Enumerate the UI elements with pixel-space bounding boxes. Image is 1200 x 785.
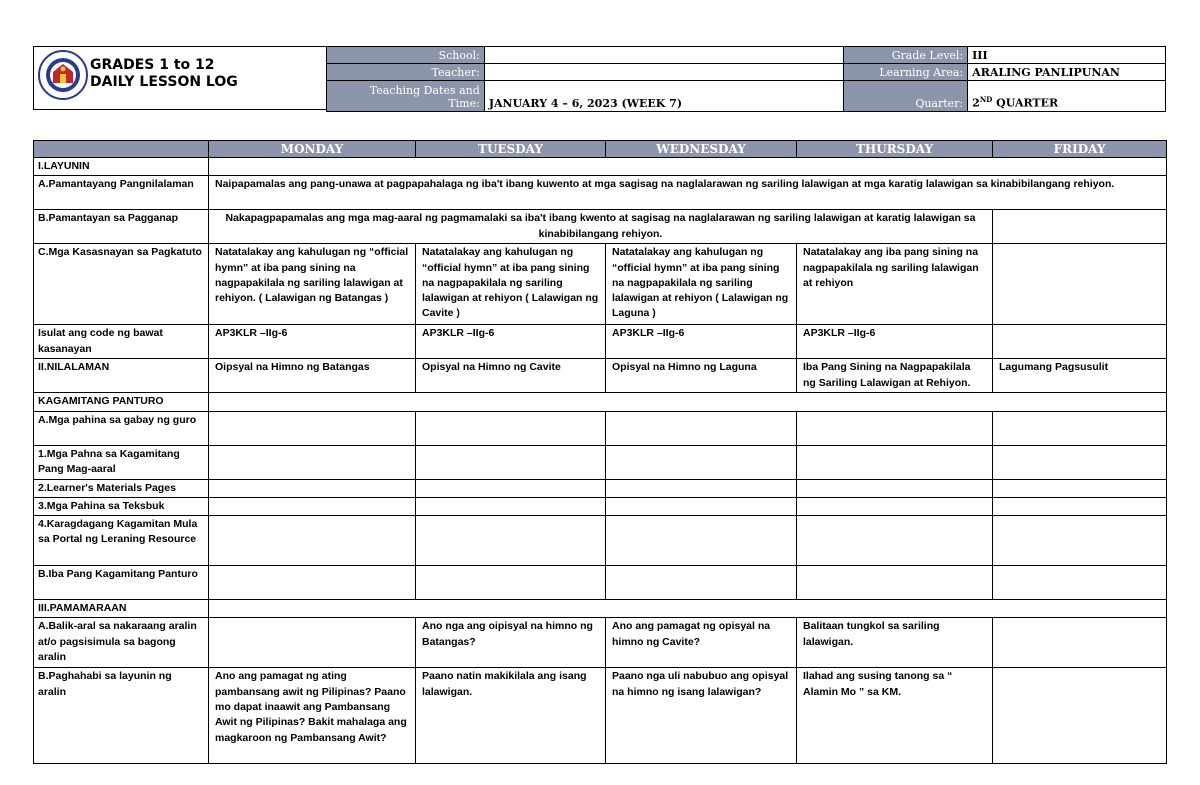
table-row — [34, 244, 1167, 325]
pamantayan-sa-pagganap-text[interactable]: Nakapagpapamalas ang mga mag-aaral ng pagmamalaki sa iba't ibang kwento at sagisag na naglalarawan ng sariling lalawigan at karatig lalawigan sa kinabibilangang rehiyon. — [209, 210, 993, 244]
row-label-iba-pang-kagamitan: B.Iba Pang Kagamitang Panturo — [34, 566, 209, 600]
code-tuesday[interactable]: AP3KLR –IIg-6 — [416, 325, 606, 359]
karagdagan-friday[interactable] — [993, 516, 1167, 566]
balik-thursday[interactable]: Balitaan tungkol sa sariling lalawigan. — [797, 618, 993, 668]
row-label-gabay-ng-guro: A.Mga pahina sa gabay ng guro — [34, 411, 209, 445]
quarter-number: 2 — [972, 97, 980, 110]
teacher-field[interactable] — [484, 64, 843, 81]
form-title-line2: DAILY LESSON LOG — [90, 74, 238, 90]
table-row — [34, 497, 1167, 515]
row-label-pamantayan-sa-pagganap: B.Pamantayan sa Pagganap — [34, 210, 209, 244]
kagamitang-panturo-cell[interactable] — [209, 393, 1167, 411]
teksbuk-monday[interactable] — [209, 497, 416, 515]
paghahabi-tuesday[interactable]: Paano natin makikilala ang isang lalawigan. — [416, 668, 606, 764]
iba-thursday[interactable] — [797, 566, 993, 600]
nilalaman-tuesday[interactable]: Opisyal na Himno ng Cavite — [416, 359, 606, 393]
table-row — [34, 668, 1167, 764]
quarter-field[interactable] — [968, 81, 1166, 112]
karagdagan-monday[interactable] — [209, 516, 416, 566]
table-row — [34, 618, 1167, 668]
teksbuk-tuesday[interactable] — [416, 497, 606, 515]
row-label-kasanayan: C.Mga Kasasnayan sa Pagkatuto — [34, 244, 209, 325]
table-row — [34, 210, 1167, 244]
learners-friday[interactable] — [993, 479, 1167, 497]
grade-level-label: Grade Level: — [844, 47, 968, 64]
code-wednesday[interactable]: AP3KLR –IIg-6 — [606, 325, 797, 359]
code-friday[interactable] — [993, 325, 1167, 359]
deped-seal-icon — [38, 50, 88, 100]
table-row — [34, 479, 1167, 497]
teaching-dates-field[interactable]: JANUARY 4 – 6, 2023 (WEEK 7) — [484, 81, 843, 112]
paghahabi-wednesday[interactable]: Paano nga uli nabubuo ang opisyal na himno ng isang lalawigan? — [606, 668, 797, 764]
pamantayang-pangnilalaman-text[interactable]: Naipapamalas ang pang-unawa at pagpapahalaga ng iba't ibang kuwento at mga sagisag na naglalarawan ng sariling lalawigan at mga karatig lalawigan sa kinabibilangang rehiyon. — [209, 176, 1167, 210]
gabay-wednesday[interactable] — [606, 411, 797, 445]
teksbuk-thursday[interactable] — [797, 497, 993, 515]
teksbuk-friday[interactable] — [993, 497, 1167, 515]
balik-wednesday[interactable]: Ano ang pamagat ng opisyal na himno ng Cavite? — [606, 618, 797, 668]
row-label-paghahabi: B.Paghahabi sa layunin ng aralin — [34, 668, 209, 764]
learners-tuesday[interactable] — [416, 479, 606, 497]
learning-area-field[interactable]: ARALING PANLIPUNAN — [968, 64, 1166, 81]
teaching-dates-label-line2: Time: — [448, 97, 480, 110]
balik-tuesday[interactable]: Ano nga ang oipisyal na himno ng Batangas? — [416, 618, 606, 668]
row-label-pamantayang-pangnilalaman: A.Pamantayang Pangnilalaman — [34, 176, 209, 210]
teksbuk-wednesday[interactable] — [606, 497, 797, 515]
table-row — [34, 516, 1167, 566]
table-row — [34, 393, 1167, 411]
pamamaraan-cell[interactable] — [209, 600, 1167, 618]
row-label-karagdagang-kagamitan: 4.Karagdagang Kagamitan Mula sa Portal ng Leraning Resource — [34, 516, 209, 566]
kasanayan-friday[interactable] — [993, 244, 1167, 325]
quarter-label: Quarter: — [844, 81, 968, 112]
teacher-label: Teacher: — [327, 64, 485, 81]
gabay-friday[interactable] — [993, 411, 1167, 445]
mag-aaral-friday[interactable] — [993, 445, 1167, 479]
gabay-monday[interactable] — [209, 411, 416, 445]
code-thursday[interactable]: AP3KLR –IIg-6 — [797, 325, 993, 359]
school-field[interactable] — [484, 47, 843, 64]
teaching-dates-label — [327, 81, 485, 112]
iba-monday[interactable] — [209, 566, 416, 600]
corner-cell — [34, 141, 209, 158]
gabay-thursday[interactable] — [797, 411, 993, 445]
day-header-wednesday: WEDNESDAY — [606, 141, 797, 158]
quarter-suffix: ND — [979, 95, 993, 105]
learners-monday[interactable] — [209, 479, 416, 497]
kasanayan-monday[interactable]: Natatalakay ang kahulugan ng “official hymn” at iba pang sining na nagpapakilala ng sariling lalawigan at rehiyon. ( Lalawigan ng Batangas ) — [209, 244, 416, 325]
learners-wednesday[interactable] — [606, 479, 797, 497]
nilalaman-monday[interactable]: Oipsyal na Himno ng Batangas — [209, 359, 416, 393]
row-label-kagamitang-mag-aaral: 1.Mga Pahna sa Kagamitang Pang Mag-aaral — [34, 445, 209, 479]
form-title-line1: GRADES 1 to 12 — [90, 57, 215, 73]
kasanayan-tuesday[interactable]: Natatalakay ang kahulugan ng “official hymn” at iba pang sining na nagpapakilala ng sariling lalawigan at rehiyon ( Lalawigan ng Cavite ) — [416, 244, 606, 325]
table-row — [34, 566, 1167, 600]
row-label-balik-aral: A.Balik-aral sa nakaraang aralin at/o pagsisimula sa bagong aralin — [34, 618, 209, 668]
balik-friday[interactable] — [993, 618, 1167, 668]
mag-aaral-wednesday[interactable] — [606, 445, 797, 479]
pagganap-friday-cell[interactable] — [993, 210, 1167, 244]
day-header-tuesday: TUESDAY — [416, 141, 606, 158]
nilalaman-wednesday[interactable]: Opisyal na Himno ng Laguna — [606, 359, 797, 393]
school-label: School: — [327, 47, 485, 64]
row-label-pamamaraan: III.PAMAMARAAN — [34, 600, 209, 618]
row-label-layunin: I.LAYUNIN — [34, 158, 209, 176]
teaching-dates-label-line1: Teaching Dates and — [369, 84, 480, 97]
iba-wednesday[interactable] — [606, 566, 797, 600]
row-label-kagamitang-panturo: KAGAMITANG PANTURO — [34, 393, 209, 411]
row-label-learners-materials: 2.Learner's Materials Pages — [34, 479, 209, 497]
day-header-friday: FRIDAY — [993, 141, 1167, 158]
table-row — [34, 445, 1167, 479]
learners-thursday[interactable] — [797, 479, 993, 497]
table-row — [34, 600, 1167, 618]
mag-aaral-thursday[interactable] — [797, 445, 993, 479]
paghahabi-thursday[interactable]: Ilahad ang susing tanong sa “ Alamin Mo ” sa KM. — [797, 668, 993, 764]
table-row — [34, 176, 1167, 210]
mag-aaral-tuesday[interactable] — [416, 445, 606, 479]
balik-monday[interactable] — [209, 618, 416, 668]
iba-friday[interactable] — [993, 566, 1167, 600]
days-header-row — [34, 141, 1167, 158]
code-monday[interactable]: AP3KLR –IIg-6 — [209, 325, 416, 359]
table-row — [34, 359, 1167, 393]
quarter-text: QUARTER — [992, 97, 1059, 110]
iba-tuesday[interactable] — [416, 566, 606, 600]
table-row — [34, 158, 1167, 176]
row-label-nilalaman: II.NILALAMAN — [34, 359, 209, 393]
nilalaman-thursday[interactable]: Iba Pang Sining na Nagpapakilala ng Sariling Lalawigan at Rehiyon. — [797, 359, 993, 393]
grade-level-field[interactable]: III — [968, 47, 1166, 64]
mag-aaral-monday[interactable] — [209, 445, 416, 479]
row-label-teksbuk: 3.Mga Pahina sa Teksbuk — [34, 497, 209, 515]
header-info-table — [326, 46, 1166, 112]
paghahabi-monday[interactable]: Ano ang pamagat ng ating pambansang awit ng Pilipinas? Paano mo dapat inaawit ang Pambansang Awit ng Pilipinas? Bakit mahalaga ang magkaroon ng Pambansang Awit? — [209, 668, 416, 764]
table-row — [34, 411, 1167, 445]
day-header-monday: MONDAY — [209, 141, 416, 158]
karagdagan-tuesday[interactable] — [416, 516, 606, 566]
kasanayan-wednesday[interactable]: Natatalakay ang kahulugan ng “official hymn” at iba pang sining na nagpapakilala ng sariling lalawigan at rehiyon ( Lalawigan ng Laguna ) — [606, 244, 797, 325]
karagdagan-thursday[interactable] — [797, 516, 993, 566]
layunin-cell[interactable] — [209, 158, 1167, 176]
row-label-code: Isulat ang code ng bawat kasanayan — [34, 325, 209, 359]
table-row — [34, 325, 1167, 359]
karagdagan-wednesday[interactable] — [606, 516, 797, 566]
nilalaman-friday[interactable]: Lagumang Pagsusulit — [993, 359, 1167, 393]
paghahabi-friday[interactable] — [993, 668, 1167, 764]
kasanayan-thursday[interactable]: Natatalakay ang iba pang sining na nagpapakilala ng sariling lalawigan at rehiyon — [797, 244, 993, 325]
lesson-log-table — [33, 140, 1167, 764]
gabay-tuesday[interactable] — [416, 411, 606, 445]
day-header-thursday: THURSDAY — [797, 141, 993, 158]
learning-area-label: Learning Area: — [844, 64, 968, 81]
